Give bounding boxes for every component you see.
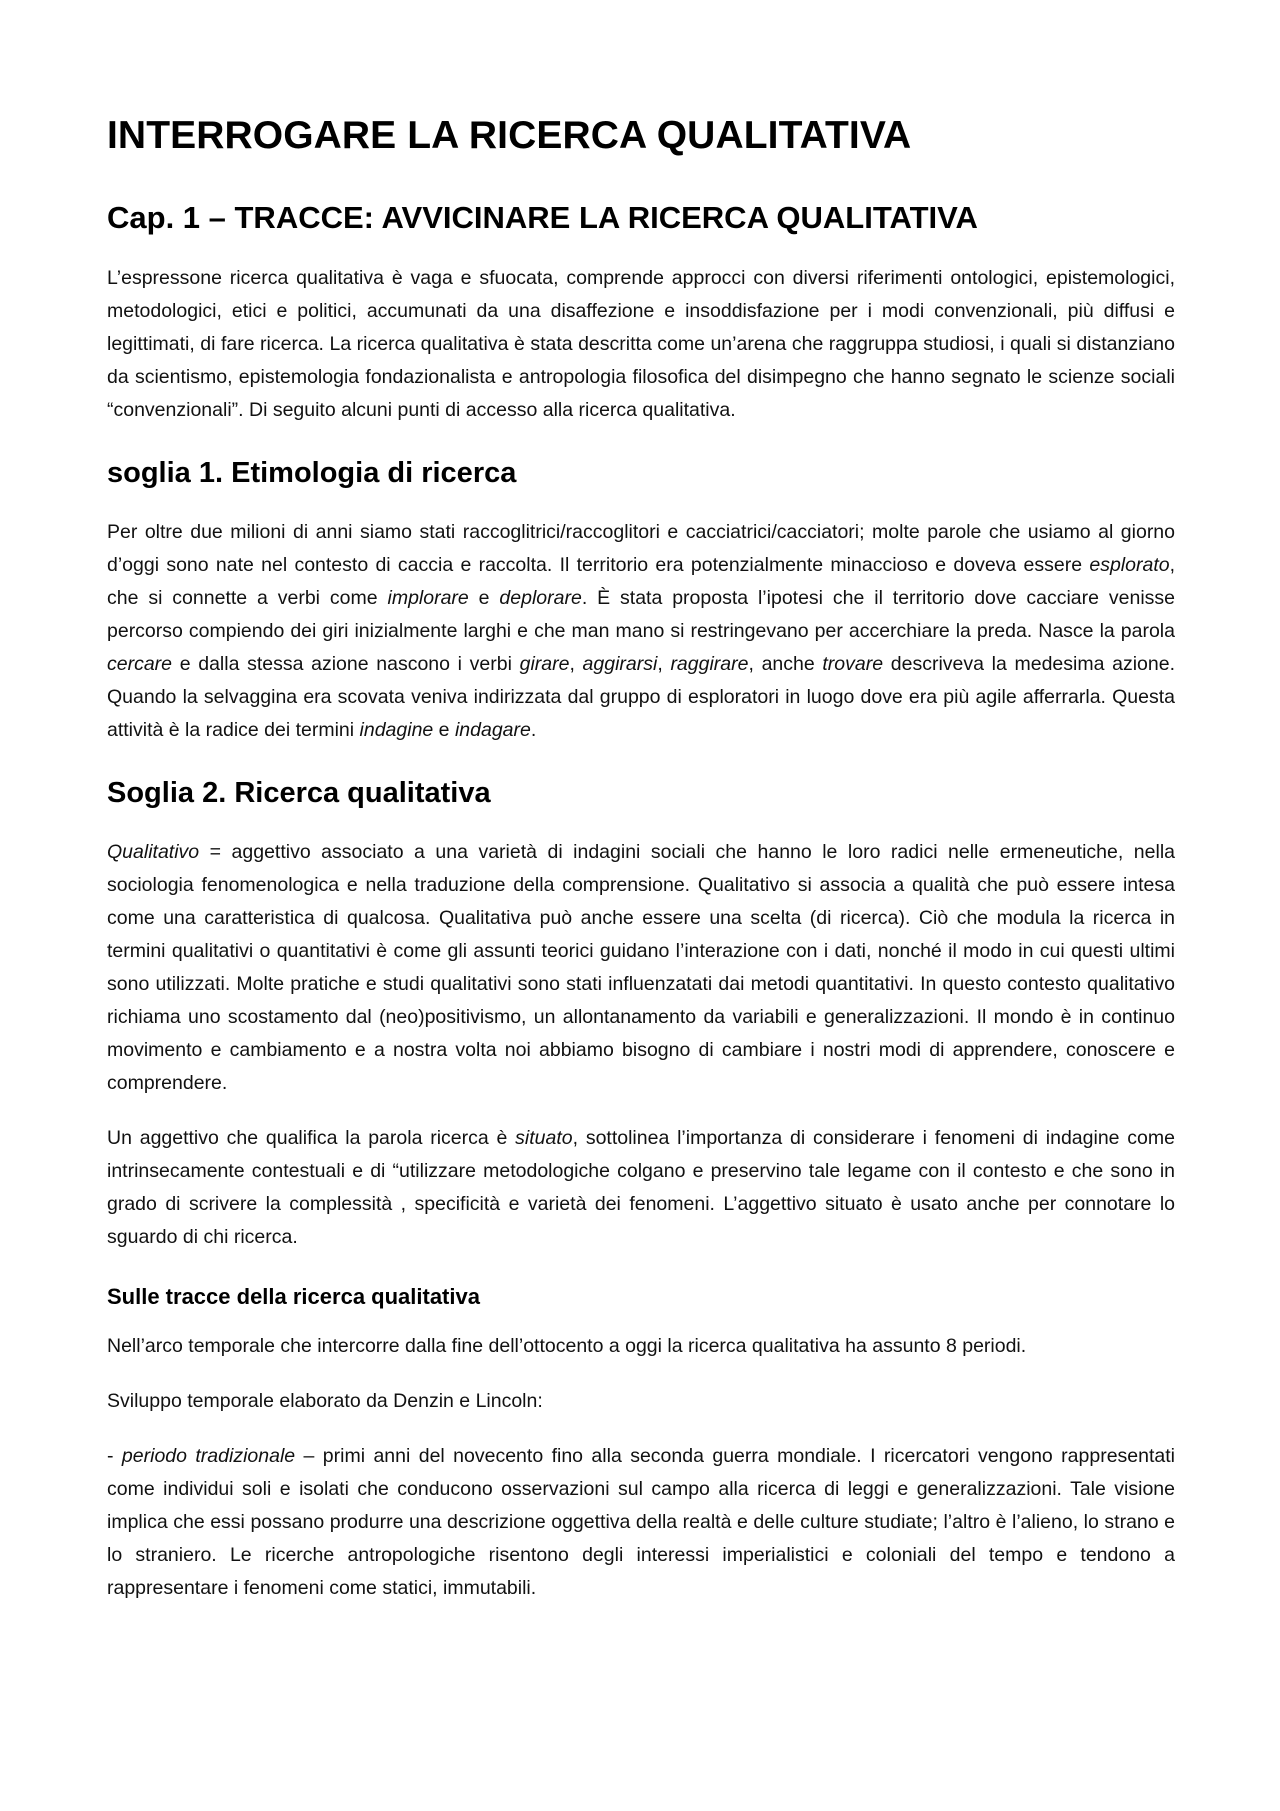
soglia2-paragraph-2: Un aggettivo che qualifica la parola ricerca è situato, sottolinea l’importanza di considerare i fenomeni di indagine come intrinsecamente contestuali e di “utilizzare metodologiche colgano e preservino tale legame con il contesto e che sono in grado di scrivere la complessità , specificità e varietà dei fenomeni. L’aggettivo situato è usato anche per connotare lo sguardo di chi ricerca. — [107, 1127, 1175, 1248]
tracce-paragraph-1: Nell’arco temporale che intercorre dalla fine dell’ottocento a oggi la ricerca qualitativa ha assunto 8 periodi. — [107, 1335, 1027, 1357]
tracce-paragraph-3: - periodo tradizionale – primi anni del novecento fino alla seconda guerra mondiale. I ricercatori vengono rappresentati come individui soli e isolati che conducono osservazioni sul campo alla ricerca di leggi e generalizzazioni. Tale visione implica che essi possano produrre una descrizione oggettiva della realtà e delle culture studiate; l’altro è l’alieno, lo strano e lo straniero. Le ricerche antropologiche risentono degli interessi imperialistici e coloniali del tempo e tendono a rappresentare i fenomeni come statici, immutabili. — [107, 1445, 1175, 1599]
document-page — [107, 96, 1175, 1627]
tracce-heading: Sulle tracce della ricerca qualitativa — [107, 1284, 480, 1309]
document-title: INTERROGARE LA RICERCA QUALITATIVA — [107, 114, 912, 157]
chapter-intro-paragraph: L’espressone ricerca qualitativa è vaga e sfuocata, comprende approcci con diversi riferimenti ontologici, epistemologici, metodologici, etici e politici, accumunati da una disaffezione e insoddisfazione per i modi convenzionali, più diffusi e legittimati, di fare ricerca. La ricerca qualitativa è stata descritta come un’arena che raggruppa studiosi, i quali si distanziano da scientismo, epistemologia fondazionalista e antropologia filosofica del disimpegno che hanno segnato le scienze sociali “convenzionali”. Di seguito alcuni punti di accesso alla ricerca qualitativa. — [107, 267, 1175, 421]
tracce-paragraph-2: Sviluppo temporale elaborato da Denzin e Lincoln: — [107, 1390, 543, 1412]
chapter-heading: Cap. 1 – TRACCE: AVVICINARE LA RICERCA QUALITATIVA — [107, 200, 978, 235]
soglia1-paragraph: Per oltre due milioni di anni siamo stati raccoglitrici/raccoglitori e cacciatrici/cacciatori; molte parole che usiamo al giorno d’oggi sono nate nel contesto di caccia e raccolta. Il territorio era potenzialmente minaccioso e doveva essere esplorato, che si connette a verbi come implorare e deplorare. È stata proposta l’ipotesi che il territorio dove cacciare venisse percorso compiendo dei giri inizialmente larghi e che man mano si restringevano per accerchiare la preda. Nasce la parola cercare e dalla stessa azione nascono i verbi girare, aggirarsi, raggirare, anche trovare descriveva la medesima azione. Quando la selvaggina era scovata veniva indirizzata dal gruppo di esploratori in luogo dove era più agile afferrarla. Questa attività è la radice dei termini indagine e indagare. — [107, 521, 1175, 741]
soglia2-heading: Soglia 2. Ricerca qualitativa — [107, 777, 491, 809]
soglia1-heading: soglia 1. Etimologia di ricerca — [107, 457, 517, 489]
soglia2-paragraph-1: Qualitativo = aggettivo associato a una varietà di indagini sociali che hanno le loro radici nelle ermeneutiche, nella sociologia fenomenologica e nella traduzione della comprensione. Qualitativo si associa a qualità che può essere intesa come una caratteristica di qualcosa. Qualitativa può anche essere una scelta (di ricerca). Ciò che modula la ricerca in termini qualitativi o quantitativi è come gli assunti teorici guidano l’interazione con i dati, nonché il modo in cui questi ultimi sono utilizzati. Molte pratiche e studi qualitativi sono stati influenzatati dai metodi quantitativi. In questo contesto qualitativo richiama uno scostamento dal (neo)positivismo, un allontanamento da variabili e generalizzazioni. Il mondo è in continuo movimento e cambiamento e a nostra volta noi abbiamo bisogno di cambiare i nostri modi di apprendere, conoscere e comprendere. — [107, 841, 1175, 1094]
